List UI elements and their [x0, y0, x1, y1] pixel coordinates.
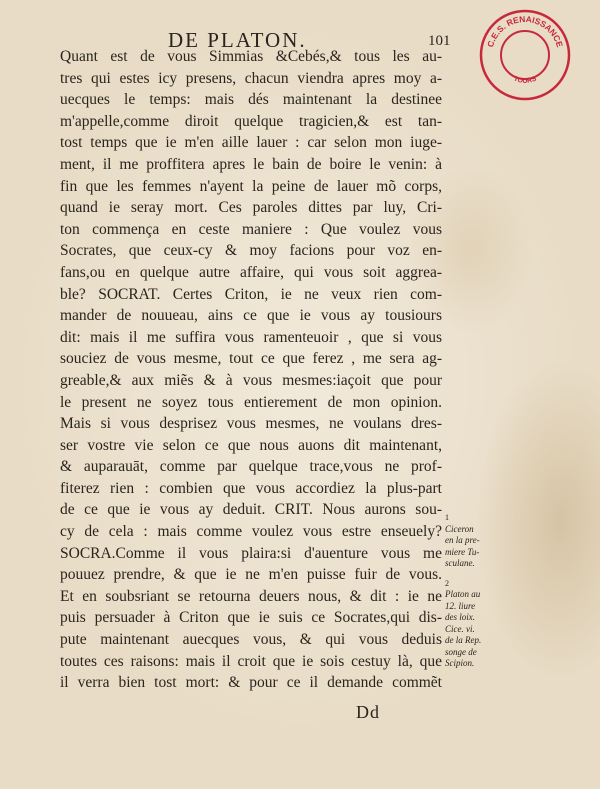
text-line: puis persuader à Criton que ie suis ce Socrates,qui dis-	[60, 609, 442, 627]
svg-text:TOURS	[512, 75, 537, 85]
text-line: greable,& aux miẽs & à vous mesmes:iaçoit que pour	[60, 371, 442, 389]
margin-notes	[445, 512, 505, 670]
text-line: Mais si vous desprisez vous mesmes, ne voulans dres-	[60, 415, 442, 433]
page-number: 101	[428, 33, 451, 49]
text-line: pouuez prendre, & que ie ne m'en puisse fuir de vous.	[60, 566, 442, 584]
signature-mark: Dd	[356, 702, 380, 722]
note-line: des loix.	[445, 612, 475, 622]
text-line: uecques le temps: mais dés maintenant la destinee	[60, 91, 442, 109]
text-line: dit: mais il me suffira vous ramenteuoir , que si vous	[60, 328, 442, 346]
text-line: fin que les femmes n'ayent la peine de lauer mõ corps,	[60, 177, 442, 195]
text-line: Socrates, que ceux-cy & moy facions pour voz en-	[60, 242, 442, 260]
note-line: miere Tu-	[445, 546, 480, 557]
text-line: fans,ou en quelque autre affaire, qui vous soit aggrea-	[60, 263, 442, 281]
text-line: il verra bien tost mort: & pour ce il demande commẽt	[60, 674, 442, 692]
text-line: cy de cela : mais comme voulez vous estre enseuely?	[60, 523, 442, 541]
text-line: quand ie seray mort. Ces paroles dittes par luy, Cri-	[60, 199, 442, 217]
note-line: en la pre-	[445, 535, 480, 545]
text-line: mander de nouueau, ains ce que ie vous ay tousiours	[60, 307, 442, 325]
note-line: Platon au	[445, 589, 481, 599]
note-line: songe de	[445, 646, 477, 657]
text-line: pute maintenant auecques vous, & qui vous deduis	[60, 631, 442, 649]
margin-note	[445, 578, 505, 670]
library-stamp	[478, 8, 572, 102]
text-line: tost temps que ie m'en aille lauer : car selon mon iuge-	[60, 134, 442, 152]
note-line: Scipion.	[445, 658, 475, 668]
margin-note	[445, 512, 505, 570]
text-line: fiterez rien : combien que vous accordiez la plus-part	[60, 479, 442, 497]
note-line: 12. liure	[445, 600, 476, 611]
text-line: Et en soubsriant se retourna deuers nous, & dit : ie ne	[60, 587, 442, 605]
text-line: de ce que ie vous ay deduit. CRIT. Nous aurons sou-	[60, 501, 442, 519]
body-text	[60, 46, 442, 694]
text-line: ble? SOCRAT. Certes Criton, ie ne veux rien com-	[60, 285, 442, 303]
note-line: sculane.	[445, 558, 475, 568]
note-line: Ciceron	[445, 523, 474, 534]
note-line: de la Rep.	[445, 635, 482, 645]
text-line: ton commença en ceste maniere : Que voulez vous	[60, 220, 442, 238]
stamp-text-top: C.E.S. RENAISSANCE	[485, 13, 565, 49]
note-number: 2	[445, 578, 449, 588]
text-line: SOCRA.Comme il vous plaira:si d'auenture vous me	[60, 544, 442, 562]
text-line: souciez de vous mesme, tout ce que ferez , me sera ag-	[60, 350, 442, 368]
text-line: ser vostre vie selon ce que nous auons dit maintenant,	[60, 436, 442, 454]
stamp-text-bottom: TOURS	[512, 75, 538, 85]
text-line: tres qui estes icy presens, chacun viendra apres moy a-	[60, 69, 442, 87]
running-head: DE PLATON.	[168, 28, 307, 52]
text-line: toutes ces raisons: mais il croit que ie sois cestuy là, que	[60, 652, 442, 670]
text-line: & auparauāt, comme par quelque trace,vous ne prof-	[60, 458, 442, 476]
text-line: m'appelle,comme diroit quelque tragicien,& est tan-	[60, 112, 442, 130]
text-line: Quant est de vous Simmias &Cebés,& tous les au-	[60, 48, 442, 65]
text-line: ment, il me proffitera apres le bain de boire le venin: à	[60, 155, 442, 173]
note-line: Cice. vi.	[445, 623, 475, 634]
text-line: le present ne soyez tous entierement de mon opinion.	[60, 393, 442, 411]
note-number: 1	[445, 513, 449, 522]
